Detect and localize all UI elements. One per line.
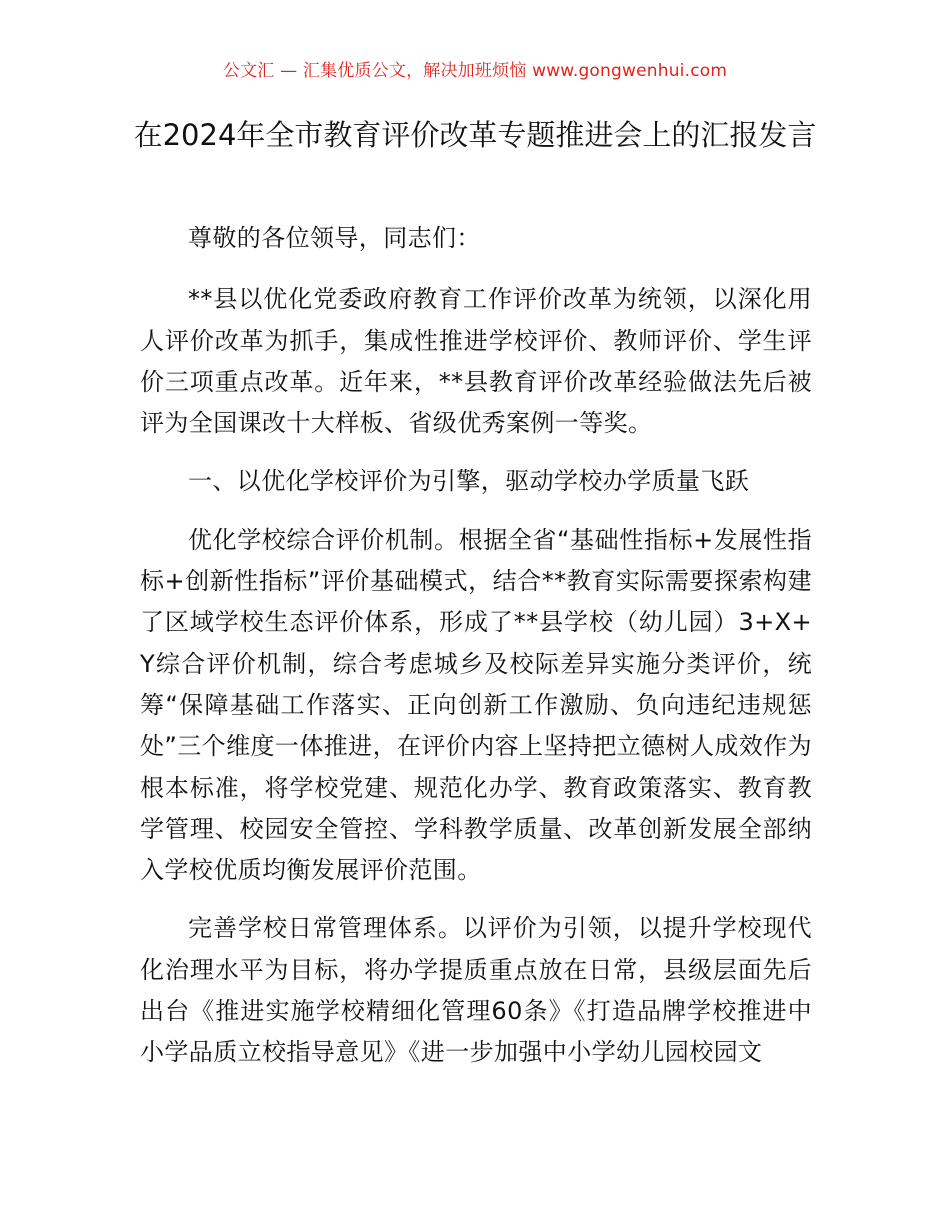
section-heading-1: 一、以优化学校评价为引擎，驱动学校办学质量飞跃	[188, 467, 750, 496]
document-title: 在2024年全市教育评价改革专题推进会上的汇报发言	[133, 118, 817, 152]
body-paragraph: 完善学校日常管理体系。以评价为引领，以提升学校现代化治理水平为目标，将办学提质重点放在日常，县级层面先后出台《推进实施学校精细化管理60条》《打造品牌学校推进中小学品质立校指导意见》《进一步加强中小学幼儿园校园文	[140, 914, 812, 1067]
site-banner: 公文汇 — 汇集优质公文，解决加班烦恼 www.gongwenhui.com	[222, 61, 728, 81]
greeting: 尊敬的各位领导，同志们：	[188, 224, 481, 252]
body-paragraph: 优化学校综合评价机制。根据全省“基础性指标+发展性指标+创新性指标”评价基础模式，结合**教育实际需要探索构建了区域学校生态评价体系，形成了**县学校（幼儿园）3+X+Y综合评价机制，综合考虑城乡及校际差异实施分类评价，统筹“保障基础工作落实、正向创新工作激励、负向违纪违规惩处”三个维度一体推进，在评价内容上坚持把立德树人成效作为根本标准，将学校党建、规范化办学、教育政策落实、教育教学管理、校园安全管控、学科教学质量、改革创新发展全部纳入学校优质均衡发展评价范围。	[140, 525, 812, 885]
document-body	[140, 218, 812, 1091]
intro-paragraph: **县以优化党委政府教育工作评价改革为统领，以深化用人评价改革为抓手，集成性推进学校评价、教师评价、学生评价三项重点改革。近年来，**县教育评价改革经验做法先后被评为全国课改十大样板、省级优秀案例一等奖。	[140, 285, 812, 438]
